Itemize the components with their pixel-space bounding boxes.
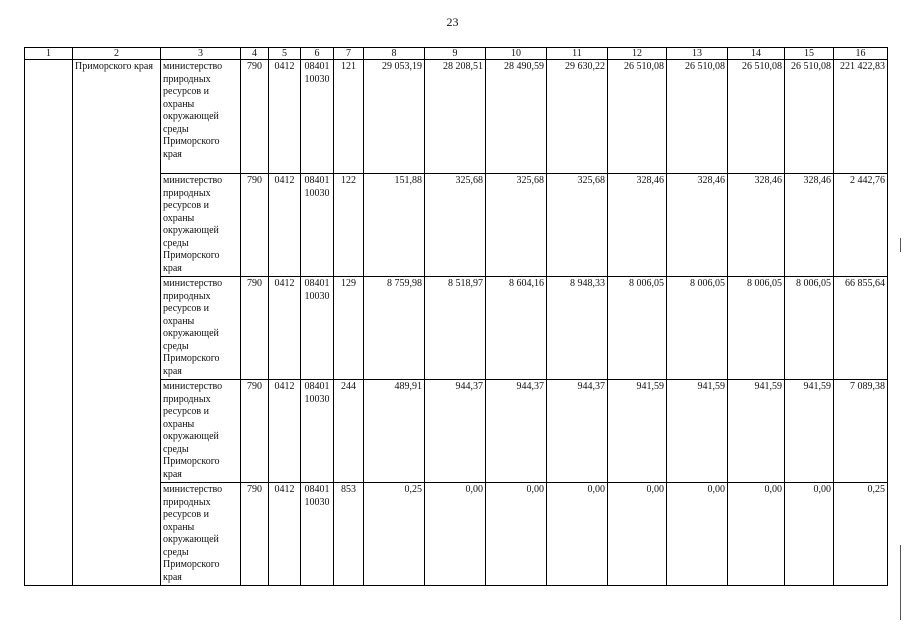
code-cell: 0412 [269, 380, 301, 483]
value-cell: 328,46 [728, 174, 785, 277]
value-cell: 941,59 [667, 380, 728, 483]
value-cell: 8 006,05 [728, 277, 785, 380]
value-cell: 8 604,16 [486, 277, 547, 380]
value-cell: 26 510,08 [728, 60, 785, 174]
agency-cell: министерство природных ресурсов и охраны окружающей среды Приморского края [161, 174, 241, 277]
code-cell: 853 [334, 483, 364, 586]
value-cell: 0,00 [486, 483, 547, 586]
value-cell: 8 518,97 [425, 277, 486, 380]
value-cell: 8 948,33 [547, 277, 608, 380]
value-cell: 26 510,08 [667, 60, 728, 174]
code-cell: 0412 [269, 174, 301, 277]
value-cell: 941,59 [785, 380, 834, 483]
value-cell: 0,00 [608, 483, 667, 586]
code-cell: 790 [241, 277, 269, 380]
scan-edge-mark [900, 238, 901, 252]
code-cell: 122 [334, 174, 364, 277]
value-cell: 328,46 [608, 174, 667, 277]
value-cell: 8 006,05 [667, 277, 728, 380]
code-cell: 121 [334, 60, 364, 174]
code-cell: 0412 [269, 60, 301, 174]
code-cell: 0412 [269, 483, 301, 586]
code-cell: 08401 10030 [301, 60, 334, 174]
agency-cell: министерство природных ресурсов и охраны окружающей среды Приморского края [161, 483, 241, 586]
column-number-row [25, 48, 888, 60]
total-cell: 7 089,38 [834, 380, 888, 483]
column-number: 7 [334, 48, 364, 60]
column-number: 10 [486, 48, 547, 60]
value-cell: 0,00 [667, 483, 728, 586]
code-cell: 08401 10030 [301, 174, 334, 277]
column-number: 9 [425, 48, 486, 60]
total-cell: 2 442,76 [834, 174, 888, 277]
column-number: 5 [269, 48, 301, 60]
region-cell: Приморского края [73, 60, 161, 586]
code-cell: 790 [241, 60, 269, 174]
total-cell: 0,25 [834, 483, 888, 586]
code-cell: 244 [334, 380, 364, 483]
code-cell: 08401 10030 [301, 277, 334, 380]
value-cell: 325,68 [425, 174, 486, 277]
value-cell: 26 510,08 [608, 60, 667, 174]
agency-cell: министерство природных ресурсов и охраны окружающей среды Приморского края [161, 277, 241, 380]
code-cell: 790 [241, 380, 269, 483]
value-cell: 28 490,59 [486, 60, 547, 174]
code-cell: 790 [241, 483, 269, 586]
total-cell: 66 855,64 [834, 277, 888, 380]
column-number: 13 [667, 48, 728, 60]
value-cell: 0,00 [547, 483, 608, 586]
value-cell: 328,46 [667, 174, 728, 277]
scan-edge-mark [900, 545, 901, 620]
value-cell: 489,91 [364, 380, 425, 483]
value-cell: 8 006,05 [785, 277, 834, 380]
value-cell: 0,00 [785, 483, 834, 586]
value-cell: 944,37 [547, 380, 608, 483]
value-cell: 8 006,05 [608, 277, 667, 380]
column-number: 14 [728, 48, 785, 60]
value-cell: 325,68 [547, 174, 608, 277]
value-cell: 29 053,19 [364, 60, 425, 174]
value-cell: 26 510,08 [785, 60, 834, 174]
value-cell: 941,59 [608, 380, 667, 483]
column-number: 12 [608, 48, 667, 60]
code-cell: 129 [334, 277, 364, 380]
code-cell: 08401 10030 [301, 380, 334, 483]
column-number: 11 [547, 48, 608, 60]
value-cell: 0,00 [425, 483, 486, 586]
column-number: 8 [364, 48, 425, 60]
table-row [25, 60, 888, 174]
value-cell: 944,37 [486, 380, 547, 483]
column-number: 15 [785, 48, 834, 60]
code-cell: 08401 10030 [301, 483, 334, 586]
total-cell: 221 422,83 [834, 60, 888, 174]
column-number: 4 [241, 48, 269, 60]
value-cell: 941,59 [728, 380, 785, 483]
value-cell: 151,88 [364, 174, 425, 277]
value-cell: 0,25 [364, 483, 425, 586]
value-cell: 328,46 [785, 174, 834, 277]
column-number: 3 [161, 48, 241, 60]
value-cell: 28 208,51 [425, 60, 486, 174]
page-number: 23 [446, 15, 459, 29]
empty-cell [25, 60, 73, 586]
column-number: 1 [25, 48, 73, 60]
budget-table [24, 47, 888, 586]
value-cell: 8 759,98 [364, 277, 425, 380]
value-cell: 0,00 [728, 483, 785, 586]
code-cell: 790 [241, 174, 269, 277]
agency-cell: министерство природных ресурсов и охраны окружающей среды Приморского края [161, 380, 241, 483]
value-cell: 944,37 [425, 380, 486, 483]
value-cell: 325,68 [486, 174, 547, 277]
column-number: 16 [834, 48, 888, 60]
value-cell: 29 630,22 [547, 60, 608, 174]
agency-cell: министерство природных ресурсов и охраны окружающей среды Приморского края [161, 60, 241, 174]
column-number: 6 [301, 48, 334, 60]
column-number: 2 [73, 48, 161, 60]
code-cell: 0412 [269, 277, 301, 380]
